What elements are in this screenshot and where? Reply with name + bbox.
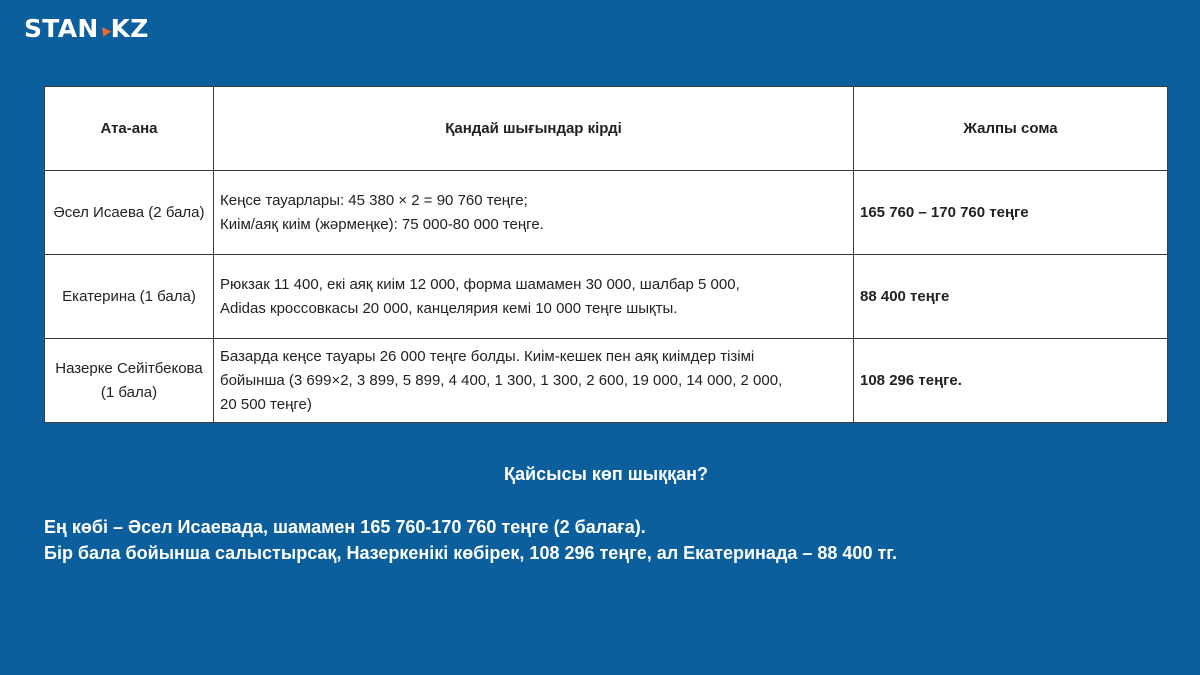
- conclusion-line: Ең көбі – Әсел Исаевада, шамамен 165 760-170 760 теңге (2 балаға).: [44, 517, 646, 537]
- expenses-cell: [214, 339, 854, 423]
- expense-line: Кеңсе тауарлары: 45 380 × 2 = 90 760 теңге;: [220, 191, 528, 209]
- total-cell: 108 296 теңге.: [854, 339, 1168, 423]
- table-row: [45, 255, 1168, 339]
- expenses-table: [44, 86, 1168, 423]
- total-cell: 88 400 теңге: [854, 255, 1168, 339]
- expenses-cell: [214, 255, 854, 339]
- header-total: Жалпы сома: [854, 87, 1168, 171]
- header-expenses: Қандай шығындар кірді: [214, 87, 854, 171]
- expense-line: бойынша (3 699×2, 3 899, 5 899, 4 400, 1 300, 1 300, 2 600, 19 000, 14 000, 2 000,: [220, 371, 783, 389]
- parent-cell: Әсел Исаева (2 бала): [45, 171, 214, 255]
- table-header-row: [45, 87, 1168, 171]
- expense-line: 20 500 теңге): [220, 395, 312, 413]
- table-row: [45, 171, 1168, 255]
- expense-line: Рюкзак 11 400, екі аяқ киім 12 000, форма шамамен 30 000, шалбар 5 000,: [220, 275, 740, 293]
- conclusion-text: [44, 514, 897, 566]
- question-heading: Қайсысы көп шыққан?: [504, 464, 708, 484]
- expense-line: Базарда кеңсе тауары 26 000 теңге болды. Киім-кешек пен аяқ киімдер тізімі: [220, 347, 755, 365]
- expense-line: Adidas кроссовкасы 20 000, канцелярия кемі 10 000 теңге шықты.: [220, 299, 678, 317]
- parent-cell: Екатерина (1 бала): [45, 255, 214, 339]
- expense-line: Киім/аяқ киім (жәрмеңке): 75 000-80 000 теңге.: [220, 215, 544, 233]
- expenses-cell: [214, 171, 854, 255]
- logo-text-stan: STAN: [24, 13, 99, 43]
- logo-text-kz: KZ: [110, 13, 149, 43]
- table-row: [45, 339, 1168, 423]
- conclusion-line: Бір бала бойынша салыстырсақ, Назеркенікі көбірек, 108 296 теңге, ал Екатеринада – 88 400 тг.: [44, 543, 897, 563]
- stan-kz-logo: [24, 12, 149, 44]
- logo-dot-icon: [98, 27, 110, 38]
- header-parent: Ата-ана: [45, 87, 214, 171]
- parent-cell: Назерке Сейітбекова (1 бала): [45, 339, 214, 423]
- total-cell: 165 760 – 170 760 теңге: [854, 171, 1168, 255]
